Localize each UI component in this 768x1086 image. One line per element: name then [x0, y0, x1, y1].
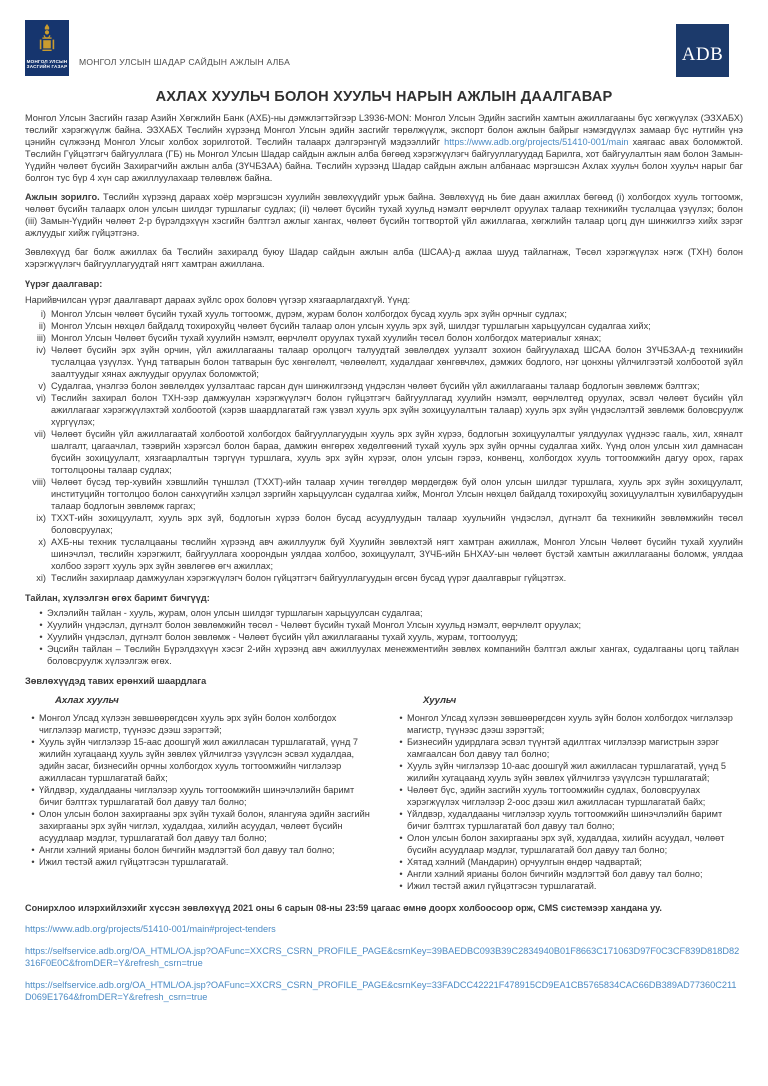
requirement-item: • Хууль зүйн чиглэлээр 10-аас доошгүй жил ажилласан туршлагатай, үүнд 5 жилийн хугацаанд хууль зүйн зөвлөх үйлчилгээ үзүүлсэн туршлагатай; [393, 760, 743, 784]
cms-profile-link-1[interactable]: https://selfservice.adb.org/OA_HTML/OA.jsp?OAFunc=XXCRS_CSRN_PROFILE_PAGE&csrnKey=39BAEDBC093B39C2834940B01F8663C171063D97F0C3CF839D818D82316F0E0C&fromDER=Y&refresh_csrn=true [25, 945, 740, 968]
bullet-icon: • [39, 620, 43, 630]
duty-item: ix) ТХХТ-ийн зохицуулалт, хууль эрх зүй, бодлогын хүрээ болон бусад асуудлуудын талаар хуульчийн үндэслэл, дүгнэлт ба техникийн зөвлөмжийн төсөл боловсруулах; [36, 513, 743, 535]
application-deadline: Сонирхлоо илэрхийлэхийг хүссэн зөвлөхүүд 2021 оны 6 сарын 08-ны 23:59 цагаас өмнө доорх холбоосоор орж, CMS системээр хандана уу. [25, 903, 662, 913]
bullet-icon: • [399, 833, 403, 843]
bullet-icon: • [399, 737, 403, 747]
deliverables-list [25, 607, 743, 667]
bullet-icon: • [39, 644, 43, 654]
requirement-item: • Хятад хэлний (Мандарин) орчуулгын өндөр чадвартай; [393, 856, 743, 868]
requirement-item: • Ижил төстэй ажил гүйцэтгэсэн туршлагатай. [25, 856, 375, 868]
duty-item: i) Монгол Улсын чөлөөт бүсийн тухай хууль тогтоомж, дүрэм, журам болон холбогдох бусад хууль эрх зүйн орчныг судлах; [40, 309, 567, 319]
duty-item: vii) Чөлөөт бүсийн үйл ажиллагаатай холбоотой холбогдох байгууллагуудын хууль эрх зүйн хүрээ, бодлогын зохицуулалтыг уялдуулах үүднээс гааль, хил, хяналт шалгалт, цагаачлал, тээврийн хэрэгсэл болон бараа, дамжин өнгөрөх хөдөлгөөний тухай хууль эрх зүйн орчны судалгаа хийх. Үүнд олон улсын хил дамнасан бүсийн зохицуулалт, хязгаарлалтын тэргүүн туршлага, хууль эрх зүйн хүрээг, олон улсын гэрээ, конвенц, холбогдох хууль тогтоомжийн дагуу орох, гарах тогтолцооны талаар судлах; [34, 429, 743, 475]
bullet-icon: • [399, 869, 403, 879]
lawyer-column [393, 691, 743, 892]
gov-logo-caption: МОНГОЛ УЛСЫН ЗАСГИЙН ГАЗАР [26, 59, 68, 70]
page-title: АХЛАХ ХУУЛЬЧ БОЛОН ХУУЛЬЧ НАРЫН АЖЛЫН ДААЛГАВАР [155, 89, 613, 105]
requirement-item: • Монгол Улсад хүлээн зөвшөөрөгдсөн хууль эрх зүйн болон холбогдох чиглэлээр магистр, түүнээс дээш зэрэгтэй; [25, 712, 375, 736]
senior-lawyer-title: Ахлах хуульч [55, 695, 119, 706]
objective-paragraph [25, 191, 743, 239]
objective-text: Төслийн хүрээнд дараах хоёр мэргэшсэн хуулийн зөвлөхүүдийг урьж байна. Зөвлөхүүд нь бие даан ажиллах бөгөөд (i) холбогдох хууль тогтоомж, чөлөөт бүсийн талаарх олон улсын шилдэг туршлагыг судлах; (ii) чөлөөт бүсийн тухай хуульд нэмэлт өөрчлөлт оруулах талаар техникийн туслалцаа үзүүлэх; болон (iii) Замын-Үүдийн чөлөөт 2-р бүрэлдэхүүн хэсгийн бэлтгэл ажлыг хангах, чөлөөт бүсийн тогтвортой үйл ажиллагаа, хөгжлийн талаар цогц дүн шинжилгээ хийх зэрэг ажлуудыг хийж гүйцэтгэнэ. [25, 192, 743, 238]
deliverable-item: • Эцсийн тайлан – Төслийн Бүрэлдэхүүн хэсэг 2-ийн хүрээнд авч ажиллуулах менежментийн зөвлөх компанийн бэлтгэл ажлыг хангах, судалгааны цогц тайлан боловсруулж хүлээлгэж өгөх. [25, 643, 743, 667]
requirement-item: • Ижил төстэй ажил гүйцэтгэсэн туршлагатай. [393, 880, 743, 892]
requirements-heading: Зөвлөхүүдэд тавих ерөнхий шаардлага [25, 676, 207, 686]
project-tenders-link[interactable]: https://www.adb.org/projects/51410-001/main#project-tenders [25, 924, 276, 934]
deliverable-item: • Эхлэлийн тайлан - хууль, журам, олон улсын шилдэг туршлагын харьцуулсан судалгаа; [25, 607, 743, 619]
bullet-icon: • [31, 713, 35, 723]
bullet-icon: • [39, 608, 43, 618]
objective-label: Ажлын зорилго. [25, 192, 100, 202]
duties-heading: Үүрэг даалгавар: [25, 279, 103, 289]
deliverable-item: • Хуулийн үндэслэл, дүгнэлт болон зөвлөмж - Чөлөөт бүсийн үйл ажиллагааны тухай хууль, журам, тогтоолууд; [25, 631, 743, 643]
duties-list [25, 308, 743, 584]
requirement-item: • Үйлдвэр, худалдааны чиглэлээр хууль тогтоомжийн шинэчлэлийн баримт бичиг бэлтгэх туршлагатай бол давуу тал болно; [25, 784, 375, 808]
bullet-icon: • [31, 845, 35, 855]
requirement-item: • Олон улсын болон захиргааны эрх зүй, худалдаа, хилийн асуудал, чөлөөт бүсийн асуудлаар мэдлэг, туршлагатай бол давуу тал болно; [393, 832, 743, 856]
bullet-icon: • [399, 857, 403, 867]
bullet-icon: • [399, 785, 403, 795]
cms-profile-link-2[interactable]: https://selfservice.adb.org/OA_HTML/OA.jsp?OAFunc=XXCRS_CSRN_PROFILE_PAGE&csrnKey=33FADCC42221F478915CD9EA1CB5765834CAC66DB389AD77360C211D069E1764&fromDER=Y&refresh_csrn=true [25, 979, 737, 1002]
mongolia-government-logo [25, 20, 69, 76]
duty-item: xi) Төслийн захирлаар дамжуулан хэрэгжүүлэгч болон гүйцэтгэгч байгууллагуудын өгсөн бусад үүрэг даалгаврыг гүйцэтгэх. [36, 573, 567, 583]
requirement-item: • Олон улсын болон захиргааны эрх зүйн тухай болон, ялангуяа эдийн засгийн захиргааны эрх зүйн чиглэл, худалдаа, хилийн асуудал, чөлөөт бүсийн асуудлаар мэдлэг, туршлагатай бол давуу тал болно; [25, 808, 375, 844]
requirement-item: • Англи хэлний ярианы болон бичгийн мэдлэгтэй бол давуу тал болно; [393, 868, 743, 880]
duty-item: ii) Монгол Улсын нөхцөл байдалд тохирохуйц чөлөөт бүсийн талаар олон улсын хууль эрх зүй, шилдэг туршлагын харьцуулсан судалгаа хийх; [38, 321, 651, 331]
duties-intro: Нарийвчилсан үүрэг даалгаварт дараах зүйлс орох боловч үүгээр хязгаарлагдахгүй. Үүнд: [25, 295, 411, 305]
requirement-item: • Хууль зүйн чиглэлээр 15-аас доошгүй жил ажилласан туршлагатай, үүнд 7 жилийн хугацаанд хууль зүйн зөвлөх үйлчилгээ үзүүлсэн эсвэл худалдаа, эдийн засаг, бизнесийн орчны холбогдох хууль тогтоомжийн чиглэлээр ажилласан туршлагатай байх; [25, 736, 375, 784]
lawyer-title: Хуульч [423, 695, 457, 706]
duty-item: iv) Чөлөөт бүсийн эрх зүйн орчин, үйл ажиллагааны талаар оролцогч талуудтай зөвлөлдөх уулзалт зохион байгуулахад ШСАА болон ЗҮЧБЗАА-д техникийн туслалцаа үзүүлэх. Үүнд татварын болон татварын бус хөнгөлөлт, чөлөөлөлт, худалдааг хөнгөвчлөх, дэмжих бодлого, нэг цонхны үйлчилгээтэй холбоотой зүйл заалтуудыг хянах ажлуудыг оруулах боломжтой; [36, 345, 743, 379]
reporting-paragraph: Зөвлөхүүд баг болж ажиллах ба Төслийн захиралд буюу Шадар сайдын ажлын алба (ШСАА)-д ажлаа шууд тайлагнаж, Төсөл хэрэгжүүлэх нэгж (ТХН) болон хэрэгжүүлэгч байгууллагуудтай нягт хамтран ажиллана. [25, 247, 743, 269]
adb-logo [676, 24, 729, 77]
duty-item: vi) Төслийн захирал болон ТХН-ээр дамжуулан хэрэгжүүлэгч болон гүйцэтгэгч байгууллагад хуулийн нэмэлт, өөрчлөлтөд оруулах, эсвэл чөлөөт бүсийн үйл ажиллагааг хэрэгжүүлэхтэй холбоотой (хэрэв шаардлагатай гэж үзвэл хууль эрх зүйн зохицуулалтын талаар) хууль эрх зүйн үндэслэлтэй зөвлөмж боловсруулж хүргүүлэх; [36, 393, 743, 427]
bullet-icon: • [399, 761, 403, 771]
deliverables-heading: Тайлан, хүлээлгэн өгөх баримт бичгүүд: [25, 593, 210, 603]
organization-name: МОНГОЛ УЛСЫН ШАДАР САЙДЫН АЖЛЫН АЛБА [79, 57, 291, 67]
duty-item: v) Судалгаа, үнэлгээ болон зөвлөлдөх уулзалтаас гарсан дүн шинжилгээнд үндэслэн чөлөөт бүсийн үйл ажиллагааны талаар бодлогын зөвлөмж бэлтгэх; [38, 381, 700, 391]
duty-item: viii) Чөлөөт бүсэд төр-хувийн хэвшлийн түншлэл (ТХХТ)-ийн талаар хүчин төгөлдөр мөрдөгдөж буй олон улсын шилдэг туршлага, хууль эрх зүйн зохицуулалт, институцийн тогтолцоо болон санхүүгийн хэлцэл зэргийн харьцуулсан судалгаа хийж, Монгол Улсын нөхцөл байдалд тохирохуйц зохицуулалтын хувилбаруудын талаар бодлогын зөвлөмж гаргах; [32, 477, 743, 511]
requirements-columns [25, 691, 743, 892]
intro-p1-text-before: Монгол Улсын Засгийн газар Азийн Хөгжлийн Банк (АХБ)-ны дэмжлэгтэйгээр L3936-MON: Монгол Улсын Эдийн засгийн хамтын ажиллагааны бүс хөгжүүлэх (ЭЗХАБХ) төслийг хэрэгжүүлж байна. ЭЗХАБХ Төслийн хүрээнд Монгол Улсын эдийн засгийг төрөлжүүлж, экспорт болон ажлын байрыг нэмэгдүүлэх замаар бүс нутгийн үнэ цэнийн сүлжээнд Монгол Улсыг холбох зорилготой. Төслийн талаарх дэлгэрэнгүй мэдээллийг [25, 113, 743, 147]
requirement-item: • Чөлөөт бүс, эдийн засгийн хууль тогтоомжийн судлах, боловсруулах хэрэгжүүлэх чиглэлээр 2-оос дээш жил ажилласан туршлагатай байх; [393, 784, 743, 808]
requirement-item: • Англи хэлний ярианы болон бичгийн мэдлэгтэй бол давуу тал болно; [25, 844, 375, 856]
deliverable-item: • Хуулийн үндэслэл, дүгнэлт болон зөвлөмжийн төсөл - Чөлөөт бүсийн тухай Монгол Улсын хуульд нэмэлт, өөрчлөлт оруулах; [25, 619, 743, 631]
bullet-icon: • [31, 857, 35, 867]
duty-item: x) АХБ-ны техник туслалцааны төслийн хүрээнд авч ажиллуулж буй Хуулийн зөвлөхтэй нягт хамтран ажиллаж, Монгол Улсын Чөлөөт бүсийн тухай хуулийн шинэчлэл, төслийн хэрэгжилт, байгууллага хоорондын уялдаа холбоо, зохицуулалт, ЗҮЧБ-ийн БНХАУ-ын чөлөөт бүстэй хамтын ажиллагааны боломж, уялдаа холбоо зэрэгт хууль эрх зүйн зөвлөгөө өгч ажиллах; [38, 537, 743, 571]
bullet-icon: • [31, 737, 35, 747]
bullet-icon: • [399, 713, 403, 723]
project-info-link[interactable]: https://www.adb.org/projects/51410-001/main [444, 137, 629, 147]
adb-logo-text: ADB [681, 43, 724, 65]
intro-paragraph-1 [25, 112, 743, 184]
bullet-icon: • [399, 809, 403, 819]
bullet-icon: • [39, 632, 43, 642]
requirement-item: • Монгол Улсад хүлээн зөвшөөрөгдсөн хууль зүйн болон холбогдох чиглэлээр магистр, түүнээс дээш зэрэгтэй; [393, 712, 743, 736]
bullet-icon: • [31, 809, 35, 819]
document-header [25, 20, 743, 77]
bullet-icon: • [399, 881, 403, 891]
bullet-icon: • [31, 785, 35, 795]
requirement-item: • Үйлдвэр, худалдааны чиглэлээр хууль тогтоомжийн шинэчлэлийн баримт бичиг бэлтгэх туршлагатай бол давуу тал болно; [393, 808, 743, 832]
duty-item: iii) Монгол Улсын Чөлөөт бүсийн тухай хуулийн нэмэлт, өөрчлөлт оруулах тухай хуулийн төсөл болон холбогдох материалыг хянах; [36, 333, 602, 343]
intro-p1-text-after: хаягаас авах боломжтой. Төслийн Гүйцэтгэгч байгууллага (ГБ) нь Монгол Улсын Шадар сайдын ажлын алба бөгөөд хэрэгжүүлэгч байгууллагуудад Барилга, хот байгуулалтын яам болон Замын-Үүдийн чөлөөт бүсийн Захирагчийн ажлын алба (ЗҮЧБЗАА) байна. Төслийн хүрээнд Шадар сайдын ажлын албанаас мэргэшсэн Ахлах хуульч болон хуульч нарыг баг болгон тус бүр 4 хүн сар ажиллуулахаар төлөвлөж байна. [25, 137, 743, 183]
requirement-item: • Бизнесийн удирдлага эсвэл түүнтэй адилтгах чиглэлээр магистрын зэрэг хамгаалсан бол давуу тал болно; [393, 736, 743, 760]
senior-lawyer-column [25, 691, 375, 892]
soyombo-icon [39, 24, 55, 57]
